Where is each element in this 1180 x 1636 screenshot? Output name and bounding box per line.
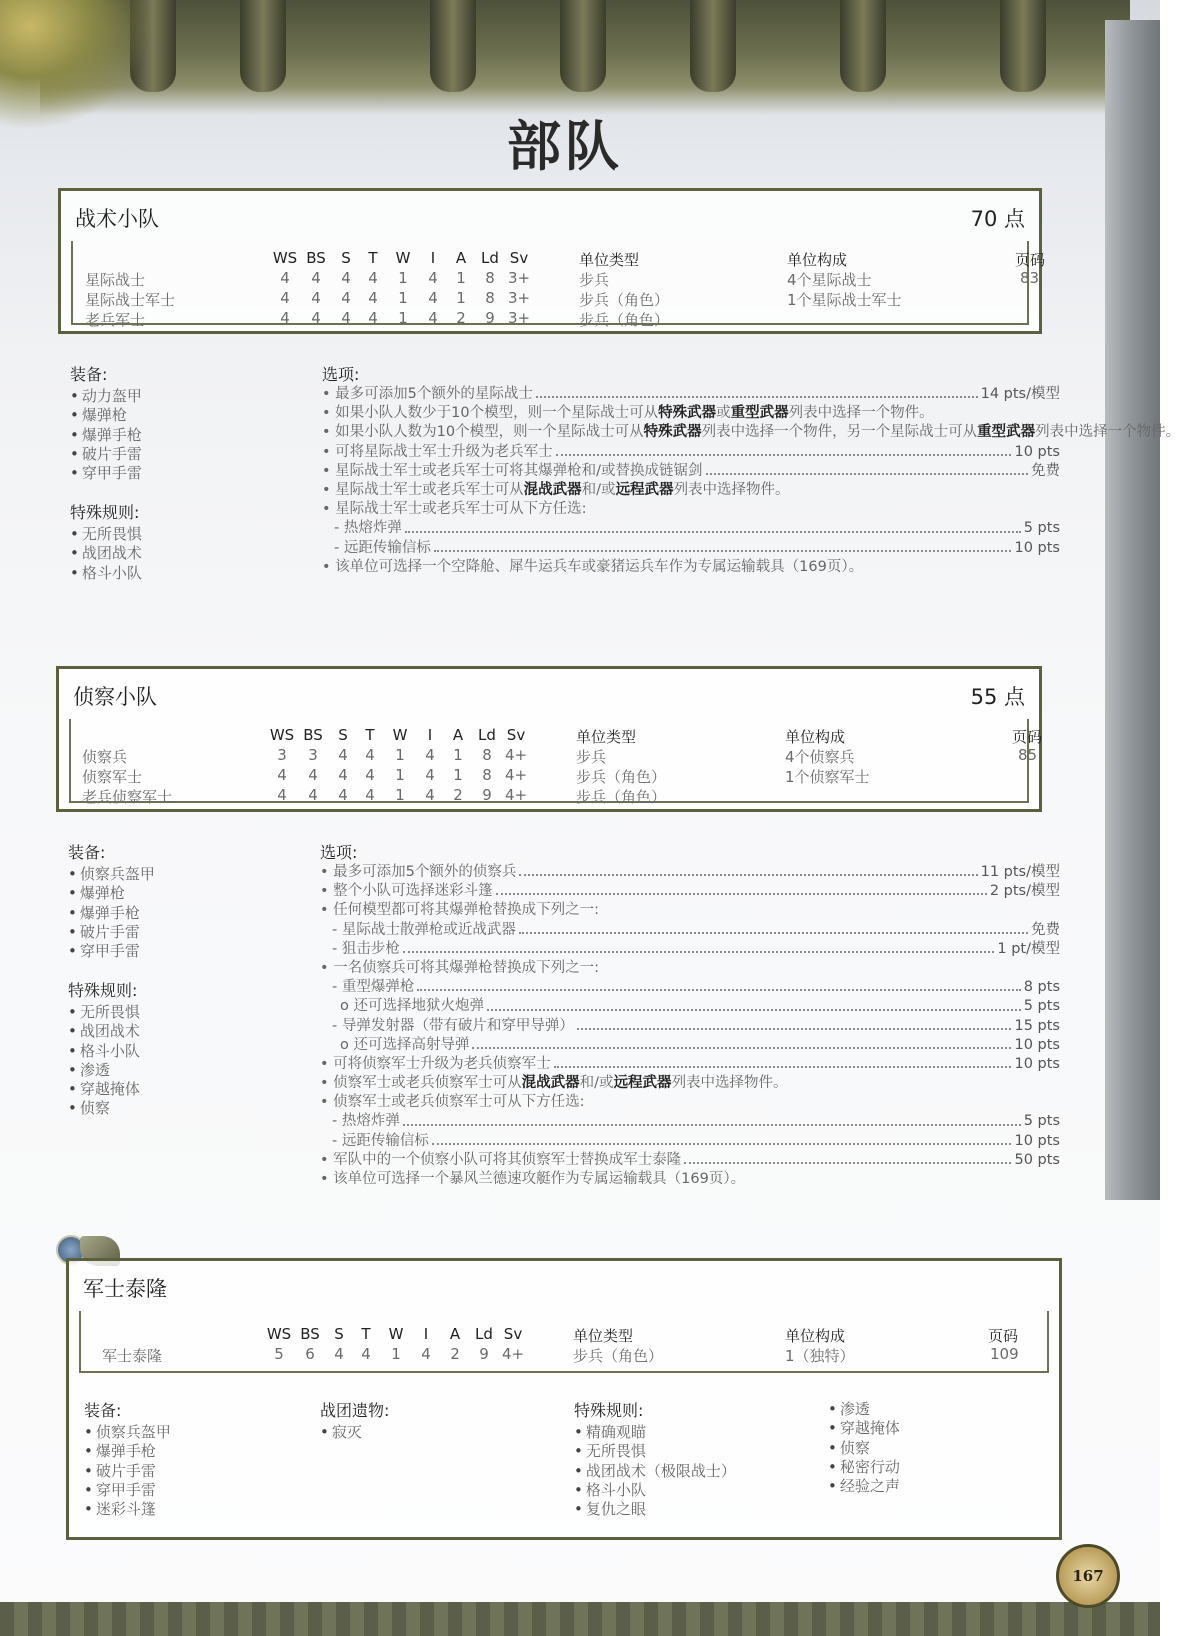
option-line: • 整个小队可选择迷彩斗篷 2 pts/模型 <box>320 883 1060 900</box>
list-item: • 复仇之眼 <box>574 1500 646 1519</box>
stat-value: 4 <box>425 766 435 784</box>
stat-value: 1 <box>391 1345 401 1363</box>
stat-header: A <box>449 1325 461 1343</box>
model-name: 星际战士军士 <box>85 291 176 309</box>
page-ref-header: 页码 <box>988 1327 1019 1345</box>
stat-value: 3+ <box>507 289 531 307</box>
option-line: - 星际战士散弹枪或近战武器 免费 <box>332 921 1060 938</box>
list-item: • 穿越掩体 <box>828 1419 900 1438</box>
model-name: 老兵侦察军士 <box>82 788 173 806</box>
list-item: • 精确观瞄 <box>574 1423 646 1441</box>
special-rules-title: 特殊规则: <box>68 981 138 1000</box>
relics-title: 战团遗物: <box>320 1401 390 1420</box>
option-line: • 最多可添加5个额外的侦察兵 11 pts/模型 <box>320 864 1060 880</box>
stat-header: I <box>427 726 433 744</box>
list-item: • 秘密行动 <box>828 1457 900 1476</box>
stat-value: 4 <box>277 786 287 804</box>
stat-value: 1 <box>456 289 466 307</box>
model-name: 军士泰隆 <box>102 1347 163 1365</box>
stat-value: 4 <box>341 269 351 287</box>
special-rules-list <box>574 1398 736 1519</box>
stat-value: 4 <box>280 289 290 307</box>
unit-box-scout-squad <box>56 666 1042 812</box>
stat-value: 1 <box>395 786 405 804</box>
unit-type-header: 单位类型 <box>579 251 640 269</box>
stat-header: WS <box>266 1325 292 1343</box>
stat-value: 4 <box>341 309 351 327</box>
unit-composition: 4个侦察兵 <box>785 748 855 766</box>
model-name: 老兵军士 <box>85 311 146 329</box>
composition-header: 单位构成 <box>785 728 846 746</box>
option-line: • 侦察军士或老兵侦察军士可从混战武器和/或远程武器列表中选择物件。 <box>320 1075 788 1092</box>
stat-value: 4 <box>338 766 348 784</box>
stat-value: 4 <box>361 1345 371 1363</box>
stat-value: 1 <box>453 746 463 764</box>
stat-value: 9 <box>482 786 492 804</box>
list-item: • 爆弹手枪 <box>70 425 142 444</box>
option-line: • 军队中的一个侦察小队可将其侦察军士替换成军士泰隆 50 pts <box>320 1151 1060 1168</box>
option-line: • 星际战士军士或老兵军士可从混战武器和/或远程武器列表中选择物件。 <box>322 481 790 498</box>
pillar-decoration <box>690 0 736 92</box>
option-line: - 热熔炸弹 5 pts <box>334 520 1060 537</box>
list-item: • 动力盔甲 <box>70 387 142 405</box>
stat-value: 4 <box>368 309 378 327</box>
option-line: • 一名侦察兵可将其爆弹枪替换成下列之一: <box>320 959 600 976</box>
stat-value: 1 <box>398 269 408 287</box>
list-item: • 经验之声 <box>828 1477 900 1496</box>
list-item: • 爆弹手枪 <box>84 1442 156 1461</box>
stat-value: 4+ <box>501 1345 525 1363</box>
page-ref-header: 页码 <box>1015 251 1046 269</box>
stat-value: 1 <box>398 309 408 327</box>
equipment-title: 装备: <box>84 1401 122 1420</box>
option-line: - 重型爆弹枪 8 pts <box>332 979 1060 996</box>
list-item: • 侦察 <box>68 1099 110 1118</box>
list-item: • 侦察兵盔甲 <box>84 1423 171 1441</box>
stat-value: 4 <box>368 269 378 287</box>
unit-box-inner-frame <box>69 719 1029 803</box>
unit-type: 步兵 <box>579 271 610 289</box>
model-name: 侦察兵 <box>82 748 128 766</box>
unit-composition: 1个星际战士军士 <box>787 291 902 309</box>
stat-value: 4 <box>368 289 378 307</box>
list-item: • 无所畏惧 <box>70 525 142 543</box>
special-rules-title: 特殊规则: <box>70 503 140 522</box>
unit-box-sergeant-telion <box>66 1258 1062 1540</box>
stat-value: 4 <box>428 289 438 307</box>
stat-value: 4+ <box>504 746 528 764</box>
unit-points: 55 点 <box>970 685 1025 709</box>
stat-header: S <box>338 726 348 744</box>
option-line: • 该单位可选择一个暴风兰德速攻艇作为专属运输载具（169页）。 <box>320 1171 746 1187</box>
list-item: • 爆弹手枪 <box>68 903 140 922</box>
special-rules-list <box>68 978 140 1119</box>
stat-value: 6 <box>305 1345 315 1363</box>
list-item: • 渗透 <box>68 1060 110 1079</box>
model-name: 星际战士 <box>85 271 146 289</box>
option-line: • 任何模型都可将其爆弹枪替换成下列之一: <box>320 902 600 919</box>
unit-box-tactical-squad <box>58 188 1042 334</box>
stat-value: 2 <box>453 786 463 804</box>
unit-type: 步兵（角色） <box>576 768 667 786</box>
stat-header: T <box>361 1325 371 1343</box>
stat-value: 4 <box>334 1345 344 1363</box>
options-list <box>322 362 1180 577</box>
unit-type: 步兵 <box>576 748 607 766</box>
list-item: • 战团战术 <box>68 1022 140 1041</box>
stat-value: 4 <box>425 746 435 764</box>
stat-value: 4 <box>280 309 290 327</box>
stat-value: 3+ <box>507 309 531 327</box>
list-item: • 无所畏惧 <box>574 1442 646 1461</box>
composition-header: 单位构成 <box>785 1327 846 1345</box>
list-item: • 格斗小队 <box>68 1041 140 1060</box>
list-item: • 穿越掩体 <box>68 1080 140 1099</box>
stat-header: Sv <box>509 249 529 267</box>
unit-type: 步兵（角色） <box>573 1347 664 1365</box>
stat-value: 2 <box>450 1345 460 1363</box>
option-line: • 星际战士军士或老兵军士可从下方任选: <box>322 501 587 518</box>
stat-header: A <box>452 726 464 744</box>
stat-value: 4 <box>428 309 438 327</box>
option-line: • 如果小队人数为10个模型，则一个星际战士可从特殊武器列表中选择一个物件，另一个星际战士可从重型武器列表中选择一个物件。 <box>322 424 1180 441</box>
list-item: • 战团战术 <box>70 544 142 563</box>
unit-type: 步兵（角色） <box>579 311 670 329</box>
page-ref: 109 <box>990 1345 1019 1363</box>
page-ref-header: 页码 <box>1012 728 1043 746</box>
options-title: 选项: <box>322 365 360 384</box>
stat-value: 4 <box>428 269 438 287</box>
stat-value: 4 <box>280 269 290 287</box>
list-item: • 战团战术（极限战士） <box>574 1461 736 1480</box>
stat-value: 4 <box>341 289 351 307</box>
unit-box-inner-frame <box>71 241 1029 325</box>
stat-value: 9 <box>485 309 495 327</box>
page-ref: 83 <box>1020 269 1040 287</box>
page-title: 部队 <box>507 115 623 178</box>
stat-header: Sv <box>503 1325 523 1343</box>
stat-value: 4 <box>311 289 321 307</box>
gothic-arch-decoration <box>40 0 1130 115</box>
stone-column-decoration <box>1105 20 1160 1200</box>
stat-value: 1 <box>456 269 466 287</box>
list-item: • 破片手雷 <box>68 922 140 941</box>
special-rules-title: 特殊规则: <box>574 1401 644 1420</box>
option-line: - 远距传输信标 10 pts <box>334 539 1060 556</box>
unit-type-header: 单位类型 <box>576 728 637 746</box>
stat-value: 4 <box>365 766 375 784</box>
list-item: • 侦察兵盔甲 <box>68 865 155 883</box>
stat-value: 1 <box>453 766 463 784</box>
list-item: • 格斗小队 <box>70 563 142 582</box>
unit-name: 军士泰隆 <box>83 1277 167 1301</box>
stat-value: 8 <box>482 766 492 784</box>
stat-value: 4 <box>338 746 348 764</box>
stat-value: 4 <box>277 766 287 784</box>
unit-composition: 1个侦察军士 <box>785 768 870 786</box>
pillar-decoration <box>840 0 886 92</box>
stat-header: S <box>334 1325 344 1343</box>
list-item: • 格斗小队 <box>574 1480 646 1499</box>
stat-value: 4 <box>308 786 318 804</box>
stat-value: 2 <box>456 309 466 327</box>
unit-box-inner-frame <box>79 1311 1049 1373</box>
stat-value: 1 <box>395 746 405 764</box>
stat-value: 4 <box>338 786 348 804</box>
stat-value: 5 <box>274 1345 284 1363</box>
pillar-decoration <box>560 0 606 92</box>
list-item: • 穿甲手雷 <box>84 1480 156 1499</box>
stat-header: Ld <box>475 1325 493 1343</box>
stat-value: 3+ <box>507 269 531 287</box>
stat-value: 3 <box>308 746 318 764</box>
stat-header: WS <box>272 249 298 267</box>
stat-header: W <box>388 1325 404 1343</box>
chapter-relics-list <box>320 1398 389 1442</box>
list-item: • 穿甲手雷 <box>70 464 142 483</box>
page-number-badge <box>1056 1544 1120 1608</box>
stat-value: 4 <box>308 766 318 784</box>
option-line: - 狙击步枪 1 pt/模型 <box>332 940 1060 957</box>
option-line: • 可将侦察军士升级为老兵侦察军士 10 pts <box>320 1055 1060 1072</box>
option-line: • 可将星际战士军士升级为老兵军士 10 pts <box>322 443 1060 460</box>
special-rules-list-2 <box>828 1398 900 1496</box>
stat-value: 8 <box>485 289 495 307</box>
stat-value: 3 <box>277 746 287 764</box>
stat-value: 9 <box>479 1345 489 1363</box>
bottom-frieze-decoration <box>0 1602 1160 1636</box>
option-line: • 最多可添加5个额外的星际战士 14 pts/模型 <box>322 386 1060 402</box>
stat-header: Ld <box>481 249 499 267</box>
stat-header: W <box>395 249 411 267</box>
option-line: • 星际战士军士或老兵军士可将其爆弹枪和/或替换成链锯剑 免费 <box>322 462 1060 479</box>
option-line: - 热熔炸弹 5 pts <box>332 1113 1060 1130</box>
stat-value: 4+ <box>504 766 528 784</box>
options-list <box>320 840 1060 1189</box>
unit-composition: 1（独特） <box>785 1347 855 1365</box>
equipment-list <box>84 1398 171 1519</box>
list-item: • 爆弹枪 <box>68 884 125 903</box>
equipment-list <box>68 840 155 961</box>
list-item: • 无所畏惧 <box>68 1003 140 1021</box>
list-item: • 爆弹枪 <box>70 406 127 425</box>
list-item: • 穿甲手雷 <box>68 942 140 961</box>
stat-value: 4 <box>311 269 321 287</box>
stat-value: 4 <box>421 1345 431 1363</box>
stat-header: S <box>341 249 351 267</box>
option-line: o 还可选择地狱火炮弹 5 pts <box>340 998 1060 1015</box>
unit-composition: 4个星际战士 <box>787 271 872 289</box>
unit-name: 战术小队 <box>75 207 159 231</box>
stat-value: 4 <box>365 786 375 804</box>
list-item: • 渗透 <box>828 1400 870 1418</box>
pillar-decoration <box>1000 0 1046 92</box>
stat-header: T <box>365 726 375 744</box>
stat-value: 8 <box>482 746 492 764</box>
stat-header: BS <box>300 1325 320 1343</box>
list-item: • 寂灭 <box>320 1423 362 1441</box>
stat-value: 8 <box>485 269 495 287</box>
unit-points: 70 点 <box>970 207 1025 231</box>
stat-header: Ld <box>478 726 496 744</box>
stat-header: W <box>392 726 408 744</box>
option-line: • 该单位可选择一个空降舱、犀牛运兵车或豪猪运兵车作为专属运输载具（169页）。 <box>322 558 864 575</box>
unit-type-header: 单位类型 <box>573 1327 634 1345</box>
stat-value: 4 <box>365 746 375 764</box>
stat-value: 4 <box>425 786 435 804</box>
option-line: • 如果小队人数少于10个模型，则一个星际战士可从特殊武器或重型武器列表中选择一个物件。 <box>322 405 934 422</box>
model-name: 侦察军士 <box>82 768 143 786</box>
stat-header: I <box>423 1325 429 1343</box>
equipment-list <box>70 362 142 483</box>
equipment-title: 装备: <box>70 365 108 384</box>
stat-header: WS <box>269 726 295 744</box>
options-title: 选项: <box>320 843 358 862</box>
stat-header: A <box>455 249 467 267</box>
pillar-decoration <box>430 0 476 92</box>
stat-header: Sv <box>506 726 526 744</box>
stat-value: 4+ <box>504 786 528 804</box>
unit-type: 步兵（角色） <box>576 788 667 806</box>
list-item: • 侦察 <box>828 1438 870 1457</box>
list-item: • 破片手雷 <box>84 1461 156 1480</box>
unit-name: 侦察小队 <box>73 685 157 709</box>
list-item: • 破片手雷 <box>70 444 142 463</box>
option-line: - 导弹发射器（带有破片和穿甲导弹） 15 pts <box>332 1017 1060 1034</box>
pillar-decoration <box>240 0 286 92</box>
list-item: • 迷彩斗篷 <box>84 1500 156 1519</box>
stat-header: I <box>430 249 436 267</box>
stat-header: BS <box>303 726 323 744</box>
stat-header: T <box>368 249 378 267</box>
equipment-title: 装备: <box>68 843 106 862</box>
stat-header: BS <box>306 249 326 267</box>
stat-value: 1 <box>395 766 405 784</box>
option-line: • 侦察军士或老兵侦察军士可从下方任选: <box>320 1094 585 1111</box>
composition-header: 单位构成 <box>787 251 848 269</box>
page-ref: 85 <box>1018 746 1038 764</box>
page-number: 167 <box>1072 1567 1104 1585</box>
special-rules-list <box>70 500 142 583</box>
option-line: o 还可选择高射导弹 10 pts <box>340 1036 1060 1053</box>
stat-value: 4 <box>311 309 321 327</box>
unit-type: 步兵（角色） <box>579 291 670 309</box>
stat-value: 1 <box>398 289 408 307</box>
option-line: - 远距传输信标 10 pts <box>332 1132 1060 1149</box>
